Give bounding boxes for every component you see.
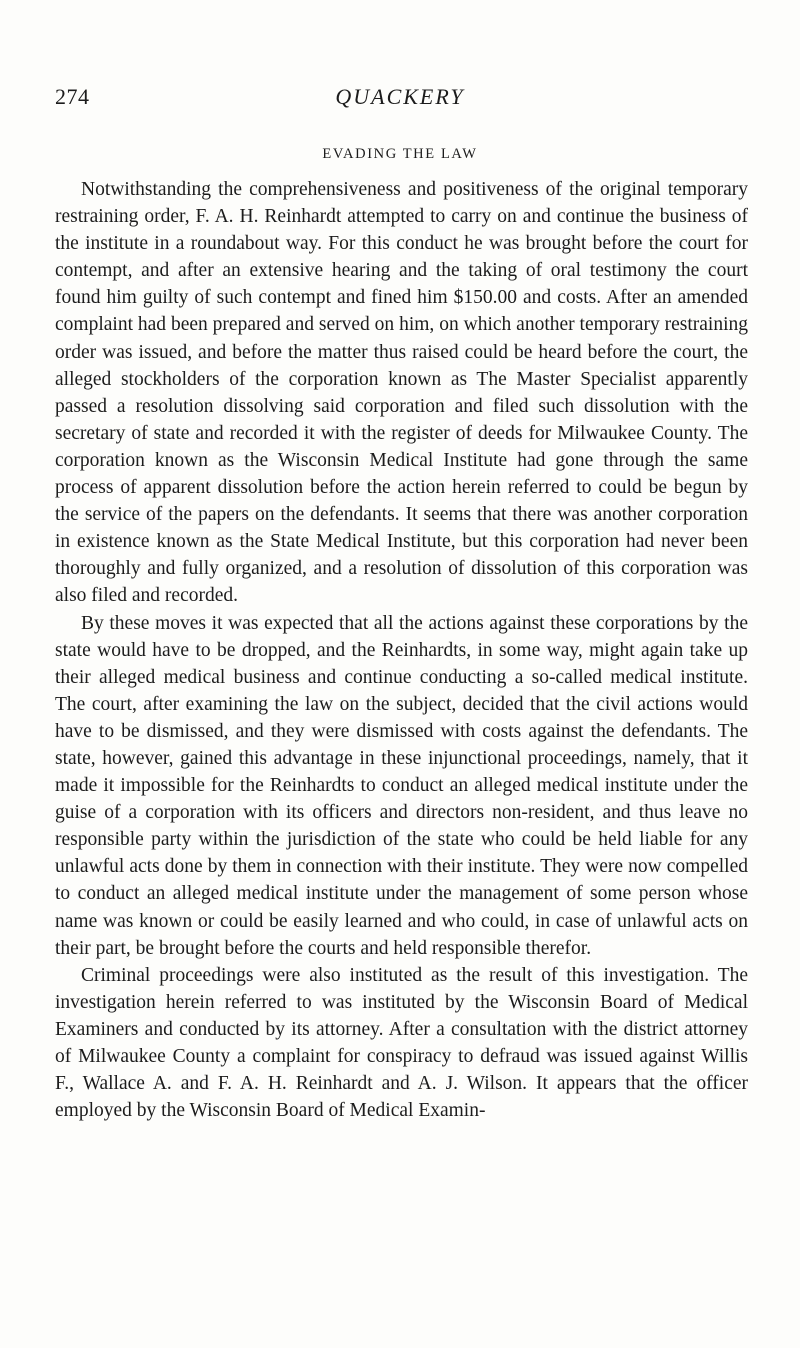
paragraph: Criminal proceedings were also instituted as the result of this investigation. The investigation herein referred to was instituted by the Wisconsin Board of Medical Examiners and conducted by its attorney. After a consultation with the district attorney of Milwaukee County a complaint for conspiracy to defraud was issued against Willis F., Wallace A. and F. A. H. Reinhardt and A. J. Wilson. It appears that the officer employed by the Wisconsin Board of Medical Examin-: [55, 964, 748, 1122]
paragraph: Notwithstanding the comprehensiveness and positiveness of the original temporary restraining order, F. A. H. Reinhardt attempted to carry on and continue the business of the institute in a roundabout way. For this conduct he was brought before the court for contempt, and after an extensive hearing and the taking of oral testimony the court found him guilty of such contempt and fined him $150.00 and costs. After an amended complaint had been prepared and served on him, on which another temporary restraining order was issued, and before the matter thus raised could be heard before the court, the alleged stockholders of the corporation known as The Master Specialist apparently passed a resolution dissolving said corporation and filed such dissolution with the secretary of state and recorded it with the register of deeds for Milwaukee County. The corporation known as the Wisconsin Medical Institute had gone through the same process of apparent dissolution before the action herein referred to could be begun by the service of the papers on the defendants. It seems that there was another corporation in existence known as the State Medical Institute, but this corporation had never been thoroughly and fully organized, and a resolution of dissolution of this corporation was also filed and recorded.: [55, 179, 748, 607]
running-title: QUACKERY: [335, 84, 465, 109]
page-number: 274: [55, 84, 90, 109]
section-heading: EVADING THE LAW: [322, 146, 478, 162]
paragraph: By these moves it was expected that all the actions against these corporations by the state would have to be dropped, and the Reinhardts, in some way, might again take up their alleged medical business and continue conducting a so-called medical institute. The court, after examining the law on the subject, decided that the civil actions would have to be dismissed, and they were dismissed with costs against the defendants. The state, however, gained this advantage in these injunctional proceedings, namely, that it made it impossible for the Reinhardts to conduct an alleged medical institute under the guise of a corporation with its officers and directors non-resident, and thus leave no responsible party within the jurisdiction of the state who could be held liable for any unlawful acts done by them in connection with their institute. They were now compelled to conduct an alleged medical institute under the management of some person whose name was known or could be easily learned and who could, in case of unlawful acts on their part, be brought before the courts and held responsible therefor.: [55, 612, 748, 959]
running-head: [0, 84, 800, 124]
body-text: [55, 176, 748, 1124]
